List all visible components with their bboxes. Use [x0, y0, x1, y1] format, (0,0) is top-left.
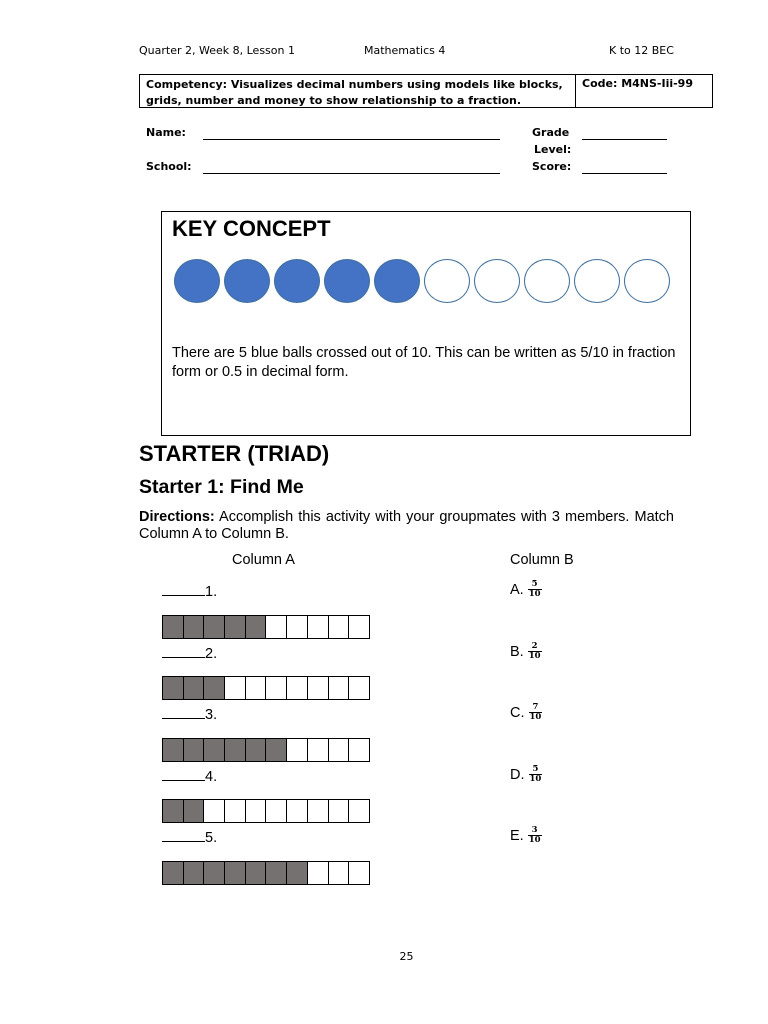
school-field[interactable] [203, 173, 500, 174]
unshaded-cell [307, 738, 329, 762]
directions [139, 509, 674, 543]
fraction-numerator: 3 [531, 825, 538, 835]
unshaded-cell [307, 676, 329, 700]
fraction-numerator: 5 [531, 579, 538, 589]
competency-text: Competency: Visualizes decimal numbers using models like blocks, grids, number and money to show relationship to a fraction. [146, 78, 563, 107]
column-b-choice [510, 765, 542, 784]
unshaded-cell [348, 676, 370, 700]
fraction [529, 765, 543, 784]
shaded-cell [162, 676, 184, 700]
fraction-denominator: 10 [528, 835, 541, 845]
unshaded-cell [224, 676, 246, 700]
fraction [529, 703, 543, 722]
empty-ball [424, 259, 470, 303]
shaded-cell [286, 861, 308, 885]
shaded-cell [265, 738, 287, 762]
unshaded-cell [328, 676, 350, 700]
empty-ball [574, 259, 620, 303]
column-b-choice [510, 642, 542, 661]
item-number: 3. [205, 707, 218, 723]
fraction-numerator: 5 [532, 764, 539, 774]
shaded-cell [224, 861, 246, 885]
unshaded-cell [348, 738, 370, 762]
school-label: School: [146, 160, 192, 173]
score-field[interactable] [582, 173, 667, 174]
name-label: Name: [146, 126, 186, 139]
grade-level-field[interactable] [582, 139, 667, 140]
column-a-item [162, 768, 217, 785]
blue-ball [374, 259, 420, 303]
unshaded-cell [348, 799, 370, 823]
unshaded-cell [286, 738, 308, 762]
shaded-cell [245, 738, 267, 762]
shaded-cell [183, 738, 205, 762]
shaded-cell [265, 861, 287, 885]
starter-heading: STARTER (TRIAD) [139, 441, 330, 466]
shaded-cell [224, 738, 246, 762]
key-concept-title: KEY CONCEPT [172, 216, 331, 241]
blue-ball [224, 259, 270, 303]
unshaded-cell [245, 799, 267, 823]
fraction-denominator: 10 [529, 712, 542, 722]
unshaded-cell [307, 615, 329, 639]
fraction-numerator: 7 [532, 702, 539, 712]
balls-row [174, 259, 670, 303]
fraction [528, 642, 542, 661]
page-number: 25 [399, 950, 414, 963]
key-concept-text: There are 5 blue balls crossed out of 10. This can be written as 5/10 in fraction form or 0.5 in decimal form. [172, 345, 676, 380]
unshaded-cell [348, 861, 370, 885]
answer-blank[interactable] [162, 829, 205, 842]
shaded-cell [245, 861, 267, 885]
unshaded-cell [307, 799, 329, 823]
shaded-cell [183, 861, 205, 885]
blue-ball [174, 259, 220, 303]
lesson-label: Quarter 2, Week 8, Lesson 1 [139, 44, 295, 57]
choice-letter: B. [510, 643, 524, 660]
unshaded-cell [265, 799, 287, 823]
shaded-cell [162, 738, 184, 762]
shaded-cell [162, 799, 184, 823]
item-number: 1. [205, 584, 218, 600]
choice-letter: C. [510, 704, 525, 721]
item-number: 5. [205, 830, 218, 846]
shaded-cell [183, 676, 205, 700]
fraction [528, 580, 542, 599]
column-a-header: Column A [232, 552, 295, 568]
shaded-cell [183, 799, 205, 823]
key-concept-box [161, 211, 691, 436]
unshaded-cell [328, 799, 350, 823]
fraction-denominator: 10 [528, 651, 541, 661]
starter-subheading: Starter 1: Find Me [139, 476, 304, 498]
competency-code: Code: M4NS-Iii-99 [582, 77, 693, 90]
item-number: 2. [205, 646, 218, 662]
answer-blank[interactable] [162, 768, 205, 781]
directions-label: Directions: [139, 509, 215, 525]
fraction-bar [162, 799, 369, 823]
column-b-choice [510, 826, 542, 845]
item-number: 4. [205, 769, 218, 785]
shaded-cell [203, 738, 225, 762]
fraction-numerator: 2 [531, 641, 538, 651]
blue-ball [274, 259, 320, 303]
unshaded-cell [307, 861, 329, 885]
fraction [528, 826, 542, 845]
subject-label: Mathematics 4 [364, 44, 446, 57]
unshaded-cell [203, 799, 225, 823]
level-label: Level: [534, 143, 572, 156]
choice-letter: A. [510, 581, 524, 598]
answer-blank[interactable] [162, 583, 205, 596]
fraction-denominator: 10 [528, 589, 541, 599]
unshaded-cell [265, 676, 287, 700]
shaded-cell [224, 615, 246, 639]
shaded-cell [162, 615, 184, 639]
unshaded-cell [245, 676, 267, 700]
empty-ball [524, 259, 570, 303]
directions-text: Accomplish this activity with your groupmates with 3 members. Match Column A to Column B. [139, 509, 674, 542]
column-a-item [162, 583, 217, 600]
answer-blank[interactable] [162, 645, 205, 658]
fraction-bar [162, 861, 369, 885]
column-b-header: Column B [510, 552, 574, 568]
unshaded-cell [328, 738, 350, 762]
shaded-cell [203, 615, 225, 639]
unshaded-cell [265, 615, 287, 639]
column-a-item [162, 645, 217, 662]
column-a-item [162, 829, 217, 846]
fraction-denominator: 10 [529, 774, 542, 784]
unshaded-cell [286, 676, 308, 700]
fraction-bar [162, 676, 369, 700]
fraction-bar [162, 615, 369, 639]
shaded-cell [203, 861, 225, 885]
answer-blank[interactable] [162, 706, 205, 719]
empty-ball [474, 259, 520, 303]
choice-letter: E. [510, 827, 524, 844]
unshaded-cell [286, 615, 308, 639]
unshaded-cell [286, 799, 308, 823]
blue-ball [324, 259, 370, 303]
curriculum-label: K to 12 BEC [609, 44, 674, 57]
shaded-cell [203, 676, 225, 700]
name-field[interactable] [203, 139, 500, 140]
choice-letter: D. [510, 766, 525, 783]
column-b-choice [510, 703, 542, 722]
empty-ball [624, 259, 670, 303]
unshaded-cell [328, 861, 350, 885]
competency-box [139, 74, 713, 108]
unshaded-cell [348, 615, 370, 639]
column-b-choice [510, 580, 542, 599]
column-a-item [162, 706, 217, 723]
grade-label: Grade [532, 126, 570, 139]
unshaded-cell [224, 799, 246, 823]
fraction-bar [162, 738, 369, 762]
score-label: Score: [532, 160, 572, 173]
shaded-cell [183, 615, 205, 639]
unshaded-cell [328, 615, 350, 639]
shaded-cell [162, 861, 184, 885]
shaded-cell [245, 615, 267, 639]
competency-divider [575, 75, 576, 107]
